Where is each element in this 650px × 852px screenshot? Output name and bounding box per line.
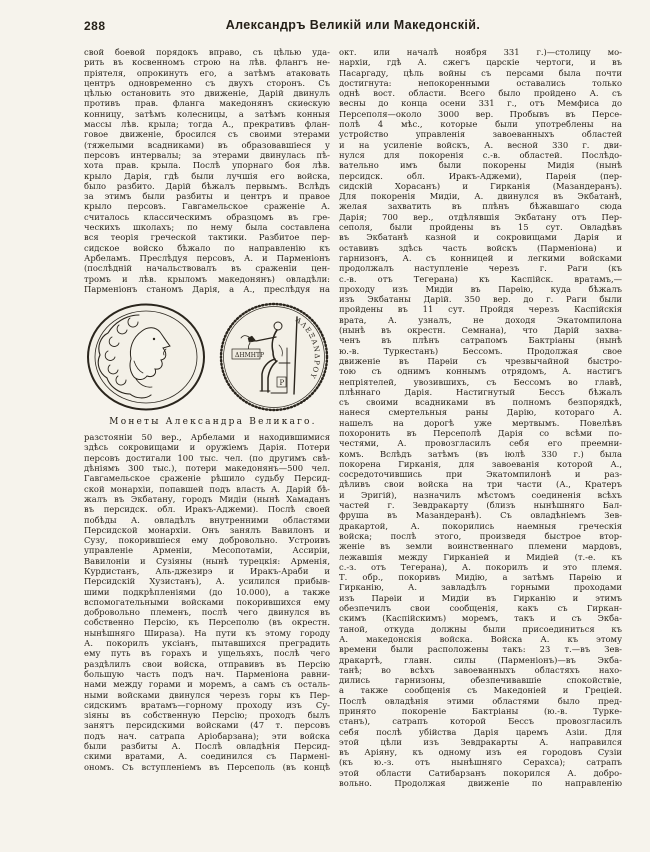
text-line: дѣливъ свои войска на три части (А., Кратеръ (339, 479, 622, 490)
page-number: 288 (84, 19, 106, 33)
text-line: шими подкрѣпленіями (до 10.000), а также (84, 586, 330, 597)
right-column (339, 47, 622, 788)
text-line: войска; послѣ этого, произведя быстрое втор- (339, 530, 622, 541)
text-line: продолжалъ наступленіе черезъ г. Раги (къ (339, 263, 622, 274)
text-line: управленіе Арменіи, Месопотаміи, Ассиріи, (84, 545, 330, 556)
text-line: зіяны въ собственную Персію; проходъ былъ (84, 710, 330, 721)
text-line: занятъ персидскими войсками (47 т. персовъ (84, 720, 330, 731)
text-line: фруша въ Мазандеранѣ). Съ овладѣніемъ Зев- (339, 510, 622, 521)
text-line: здѣсь сокровищами и оружіемъ Дарія. Потери (84, 442, 330, 453)
text-line: сидское войско бѣжало по направленію къ (84, 242, 330, 253)
text-line: Персидскій Хузистанъ), А. усилился прибыв- (84, 576, 330, 587)
text-line: времени были расположены такъ: 23 т.—въ Зев- (339, 644, 622, 655)
right-column-text (339, 47, 622, 788)
text-line: нархіи, гдѣ А. сжегъ царскіе чертоги, и въ (339, 57, 622, 68)
text-line: лежавшія между Гирканіей и Мидіей (т.-е. къ (339, 551, 622, 562)
text-line: похоронить въ Персеполѣ Дарія со всѣми по- (339, 427, 622, 438)
text-line: нанеся смертельныя раны Дарію, котораго А. (339, 407, 622, 418)
text-line: (нынѣ въ окрестн. Семнана), что Дарій захва- (339, 325, 622, 336)
text-line: (послѣдній начальствовалъ въ сраженіи цен- (84, 263, 330, 274)
text-line: дракартой, А. покорились наемныя греческія (339, 520, 622, 531)
text-line: персовъ достигали 100 тыс. чел. (по другимъ свѣ- (84, 452, 330, 463)
text-line: крыло персовъ. Гавгамельское сраженіе А. (84, 201, 330, 212)
text-line: Арбеламъ. Преслѣдуя персовъ, А. и Парменіонъ (84, 252, 330, 263)
text-line: с.-з. отъ Тегерана), А. покорилъ и это племя. (339, 561, 622, 572)
text-line: персовъ интервалы; за этерами двинулась пѣ- (84, 149, 330, 160)
text-line: противъ прав. фланга македонянъ скиѳскую (84, 98, 330, 109)
text-line: таной, откуда должны были присоединиться къ (339, 623, 622, 634)
text-line: устройство управленія завоеванныхъ областей (339, 129, 622, 140)
text-line: считалось классическимъ образцомъ въ гре- (84, 211, 330, 222)
text-line: А. македонскія войска. Войска А. къ этому (339, 633, 622, 644)
text-line: женіе въ земли воинственнаго племени мардовъ, (339, 541, 622, 552)
text-line: (тяжелыми всадниками) въ образовавшіеся у (84, 139, 330, 150)
text-line: Персеполя—около 3000 вер. Пробывъ въ Персе- (339, 108, 622, 119)
text-line: весны до конца осени 331 г., отъ Мемфиса до (339, 98, 622, 109)
text-line: раздѣлилъ свои войска, отправивъ въ Персію (84, 658, 330, 669)
text-line: нами между горами и моремъ, а самъ съ осталь- (84, 679, 330, 690)
text-line: Дарія; 700 вер., отдѣлявшія Экбатану отъ Пер- (339, 211, 622, 222)
text-line: собственно Персію, къ Персеполю (въ окрестн. (84, 617, 330, 628)
text-line: сеполя, были пройдены въ 15 сут. Овладѣвъ (339, 222, 622, 233)
figure-caption: Монеты Александра Великаго. (109, 417, 317, 428)
text-line: достигнута: непокоренными оставались только (339, 77, 622, 88)
text-line: Гирканію, А. завладѣлъ горными проходами (339, 582, 622, 593)
text-line: тромъ и лѣв. крыломъ македонянъ) овладѣли: (84, 273, 330, 284)
text-line: центръ одновременно съ двухъ сторонъ. Съ (84, 77, 330, 88)
text-line: было разбито. Дарій бѣжалъ первымъ. Вслѣдъ (84, 180, 330, 191)
text-line: принято покореніе Бактріаны (ю.-в. Турке- (339, 706, 622, 716)
text-line: персидск. обл. Иракъ-Аджеми), Парѳія (пер- (339, 170, 622, 181)
text-line: дѣніямъ 300 тыс.), потери македонянъ—500 чел. (84, 463, 330, 474)
text-line: движеніе въ Парѳіи съ чрезвычайной быстро- (339, 355, 622, 366)
text-line: обезпечилъ свои сообщенія, какъ съ Гиркан- (339, 603, 622, 614)
text-line: хота прав. крыла. Послѣ упорнаго боя лѣв. (84, 160, 330, 171)
text-line: ю.-в. Туркестанъ) Бессомъ. Продолжая свое (339, 345, 622, 356)
text-line: плѣннаго Дарія. Настигнутый Бессъ бѣжалъ (339, 386, 622, 397)
text-line: Пасаргаду, цѣль войны съ персами была почти (339, 67, 622, 78)
text-line: станъ), сатрапъ которой Бессъ провозгласилъ (339, 716, 622, 727)
coin-legend-mint: ΔΗΜΗΤΡ (235, 352, 264, 360)
text-line: въ Экбатанѣ казной и сокровищами Дарія и (339, 232, 622, 243)
coin-legend-alexander: ΑΛΕΞΑΝΔΡΟΥ (294, 316, 321, 381)
text-line: танѣ; во всѣхъ завоеванныхъ областяхъ нахо- (339, 664, 622, 675)
text-line: тою съ однимъ коннымъ отрядомъ, А. настигъ (339, 366, 622, 377)
coin-obverse-head-icon (88, 305, 204, 410)
text-line: въ Аріяну, къ одному изъ ея городовъ Сузіи (339, 747, 622, 758)
text-line: нулся для покоренія с.-в. областей. Послѣдо- (339, 149, 622, 160)
text-line: въ персидск. обл. Иракъ-Аджеми). Послѣ своей (84, 504, 330, 515)
text-line: были разбиты А. Послѣ овладѣнія Персид- (84, 741, 330, 752)
text-line: рить въ косвенномъ строю на лѣв. флангъ не- (84, 57, 330, 68)
text-line: непріятелей, увозившихъ, съ Бессомъ во главѣ, (339, 376, 622, 387)
text-line: окт. или началѣ ноября 331 г.)—столицу мо- (339, 47, 622, 57)
text-line: сосредоточившись при Экатомпилонѣ и раз- (339, 469, 622, 480)
text-line: ономъ. Съ вступленіемъ въ Персеполь (въ концѣ (84, 761, 330, 772)
text-line: побѣды А. овладѣлъ внутренними областями (84, 514, 330, 525)
text-line: вся теорія греческой тактики. Разбитое пер- (84, 232, 330, 243)
text-line: дились гарнизоны, обезпечивавшіе спокойствіе, (339, 675, 622, 686)
text-line: оставивъ здѣсь часть войскъ (Парменіона) и (339, 242, 622, 253)
text-line: нынѣшняго Шираза). На пути къ этому городу (84, 627, 330, 638)
text-line: изъ Парѳіи и Мидіи въ Гирканію и этимъ (339, 592, 622, 603)
text-line: массы лѣв. крыла; тогда А., прекративъ флан- (84, 119, 330, 130)
coins-engraving (84, 301, 342, 413)
page-title: Александръ Великій или Македонскій. (225, 18, 481, 32)
text-line: конницу, затѣмъ колесницы, а затѣмъ конныя (84, 108, 330, 119)
text-line: разстояніи 50 вер., Арбелами и находившимися (84, 432, 330, 443)
text-line: вспомогательными войсками покорившихся ему (84, 596, 330, 607)
text-line: ными войсками двинулся черезъ горы къ Пер- (84, 689, 330, 700)
text-line: Для покоренія Мидіи, А. двинулся въ Экбатанѣ, (339, 191, 622, 202)
left-column-text-bottom (84, 432, 330, 772)
text-line: с.-в. отъ Тегерана) къ Каспійск. вратамъ,— (339, 273, 622, 284)
text-line: желая захватить въ плѣнъ бѣжавшаго сюда (339, 201, 622, 212)
text-line: врата, А. узналъ, не доходя Экатомпилона (339, 314, 622, 325)
text-line: однѣ вост. области. Всего было пройдено А. съ (339, 88, 622, 99)
text-line: проходу изъ Мидіи въ Парѳію, куда бѣжалъ (339, 283, 622, 294)
text-line: Послѣ овладѣнія этими областями было пред- (339, 695, 622, 706)
text-line: Гавгамельское сраженіе рѣшило судьбу Персид- (84, 473, 330, 484)
text-line: цѣлью остановить это движеніе, Дарій двинулъ (84, 88, 330, 99)
text-line: А. покорилъ уксіанъ, пытавшихся преградить (84, 638, 330, 649)
article-body (84, 47, 622, 788)
text-line: гарнизонъ, А. съ конницей и легкими войсками (339, 252, 622, 263)
text-line: этой области Сатибарзанъ покорился А. добро- (339, 767, 622, 778)
text-line: Персидской монархіи. Онъ занялъ Вавилонъ и (84, 524, 330, 535)
text-line: свой боевой порядокъ вправо, съ цѣлью уда- (84, 47, 330, 57)
text-line: покорена Гирканія, для завоеванія которой А., (339, 458, 622, 469)
text-line: изъ Экбатаны Дарій. 350 вер. до г. Раги были (339, 294, 622, 305)
coin-monogram: Ρ (279, 379, 285, 388)
text-line: ему путь въ горахъ и ущельяхъ, послѣ чего (84, 648, 330, 659)
text-line: Сузу, покорившіеся ему добровольно. Устроивъ (84, 535, 330, 546)
text-line: полѣ 4 мѣс., которые были употреблены на (339, 119, 622, 130)
text-line: Т. обр., покоривъ Мидію, а затѣмъ Парѳію и (339, 572, 622, 583)
text-line: сидскимъ вратамъ—горному проходу изъ Су- (84, 699, 330, 710)
text-line: пройдены въ 11 сут. Пройдя черезъ Каспійскія (339, 304, 622, 315)
text-line: Парменіонъ станомъ Дарія, а А., преслѣдуя на (84, 283, 330, 294)
text-line: комъ. Вслѣдъ затѣмъ (въ іюлѣ 330 г.) была (339, 448, 622, 459)
text-line: и на усиленіе войскъ, А. весной 330 г. дви- (339, 139, 622, 150)
text-line: частей г. Зевдракарту (близъ нынѣшняго Бал- (339, 500, 622, 511)
text-line: нашелъ на дорогѣ уже мертвымъ. Повелѣвъ (339, 417, 622, 428)
text-line: пріятеля, опрокинуть его, а затѣмъ атаковать (84, 67, 330, 78)
text-line: большую часть подъ нач. Парменіона равни- (84, 668, 330, 679)
text-line: а также сообщенія съ Македоніей и Греціей. (339, 685, 622, 696)
text-line: скими вратами, А. соединился съ Пармені- (84, 751, 330, 762)
text-line: подъ нач. сатрапа Аріобарзана); эти войска (84, 730, 330, 741)
text-line: вательно имъ были покорены Мидія (нынѣ (339, 160, 622, 171)
text-line: ческихъ школахъ; по нему была составлена (84, 222, 330, 233)
text-line: ченъ въ плѣнъ сатрапомъ Бактріаны (нынѣ (339, 335, 622, 346)
left-column-text-top (84, 47, 330, 294)
text-line: жалъ въ Экбатану, городъ Мидіи (нынѣ Хамаданъ (84, 493, 330, 504)
text-line: Курдистанъ, Аль-джезирэ и Иракъ-Араби и (84, 565, 330, 576)
text-line: говое движеніе, бросился съ своими этерами (84, 129, 330, 140)
text-line: ской монархіи, попавшей подъ власть А. Дарій бѣ- (84, 483, 330, 494)
text-line: за этимъ были разбиты и центръ и правое (84, 191, 330, 202)
text-line: этой цѣли изъ Зевдракарты А. направился (339, 736, 622, 747)
text-line: Вавилоніи и Сузіяны (нынѣ турецкія: Арменія, (84, 555, 330, 566)
text-line: честями, А. провозгласилъ себя его преемни- (339, 438, 622, 449)
running-head (84, 18, 622, 35)
text-line: (къ ю.-з. отъ нынѣшняго Серахса); сатрапъ (339, 757, 622, 768)
text-line: скимъ (Каспійскимъ) моремъ, такъ и съ Экба- (339, 613, 622, 624)
text-line: дракартѣ, главн. силы (Парменіонъ)—въ Экба- (339, 654, 622, 665)
text-line: себя послѣ убійства Дарія царемъ Азіи. Для (339, 726, 622, 737)
text-line: сидскій Хорасанъ) и Гирканія (Мазандеранъ). (339, 180, 622, 191)
coins-figure (84, 301, 342, 427)
text-line: крыло Дарія, гдѣ были лучшія его войска, (84, 170, 330, 181)
text-line: съ своими всадниками въ полномъ безпорядкѣ, (339, 397, 622, 408)
left-column (84, 47, 330, 788)
text-line: добровольно племенъ, послѣ чего двинулся въ (84, 607, 330, 618)
text-line: вольно. Продолжая движеніе по направленію (339, 778, 622, 789)
text-line: и Эригій), назначилъ мѣстомъ соединенія всѣхъ (339, 489, 622, 500)
